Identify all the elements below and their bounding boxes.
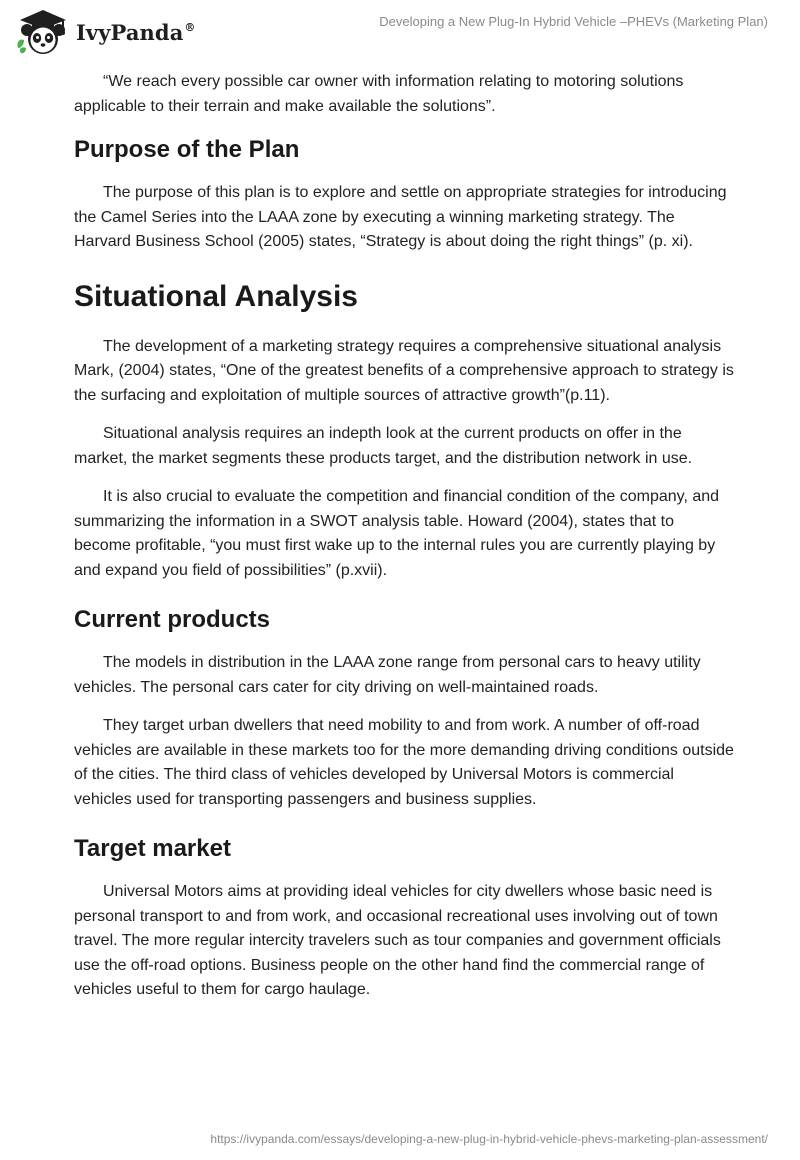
paragraph: The development of a marketing strategy requires a comprehensive situational analysis Mark, (2004) states, “One of the greatest benefits of a comprehensive approach to strategy is the surfacing and exploitation of multiple sources of attractive growth”(p.11).	[74, 337, 734, 404]
paragraph: Universal Motors aims at providing ideal vehicles for city dwellers whose basic need is personal transport to and from work, and occasional recreational uses involving out of town travel. The more regular intercity travelers such as tour companies and government officials use the off-road options. Business people on the other hand find the commercial range of vehicles useful to them for cargo haulage.	[74, 883, 721, 998]
ivypanda-logo[interactable]	[14, 8, 196, 56]
paragraph: Situational analysis requires an indepth look at the current products on offer in the market, the market segments these products target, and the distribution network in use.	[74, 425, 693, 467]
intro-quote: “We reach every possible car owner with information relating to motoring solutions applicable to their terrain and make available the solutions”.	[74, 73, 684, 115]
panda-graduate-icon	[14, 8, 72, 56]
source-url[interactable]: https://ivypanda.com/essays/developing-a-new-plug-in-hybrid-vehicle-phevs-marketing-plan-assessment/	[210, 1132, 768, 1146]
document-title: Developing a New Plug-In Hybrid Vehicle –PHEVs (Marketing Plan)	[379, 14, 768, 29]
heading-purpose-of-the-plan: Purpose of the Plan	[74, 136, 300, 163]
heading-target-market: Target market	[74, 835, 231, 862]
paragraph: It is also crucial to evaluate the competition and financial condition of the company, and summarizing the information in a SWOT analysis table. Howard (2004), states that to become profitable, “you must first wake up to the internal rules you are currently playing by and expand you field of possibilities” (p.xvii).	[74, 488, 720, 579]
logo-wordmark: IvyPanda®	[76, 19, 196, 45]
paragraph: The models in distribution in the LAAA zone range from personal cars to heavy utility vehicles. The personal cars cater for city driving on well-maintained roads.	[74, 654, 701, 696]
page-header	[0, 0, 800, 70]
paragraph: The purpose of this plan is to explore and settle on appropriate strategies for introducing the Camel Series into the LAAA zone by executing a winning marketing strategy. The Harvard Business School (2005) states, “Strategy is about doing the right things” (p. xi).	[74, 184, 727, 250]
heading-situational-analysis: Situational Analysis	[74, 279, 358, 313]
paragraph: They target urban dwellers that need mobility to and from work. A number of off-road vehicles are available in these markets too for the more demanding driving conditions outside of the cities. The third class of vehicles developed by Universal Motors is commercial vehicles used for transporting passengers and business supplies.	[74, 717, 734, 808]
heading-current-products: Current products	[74, 606, 271, 633]
article-body	[74, 70, 734, 1017]
